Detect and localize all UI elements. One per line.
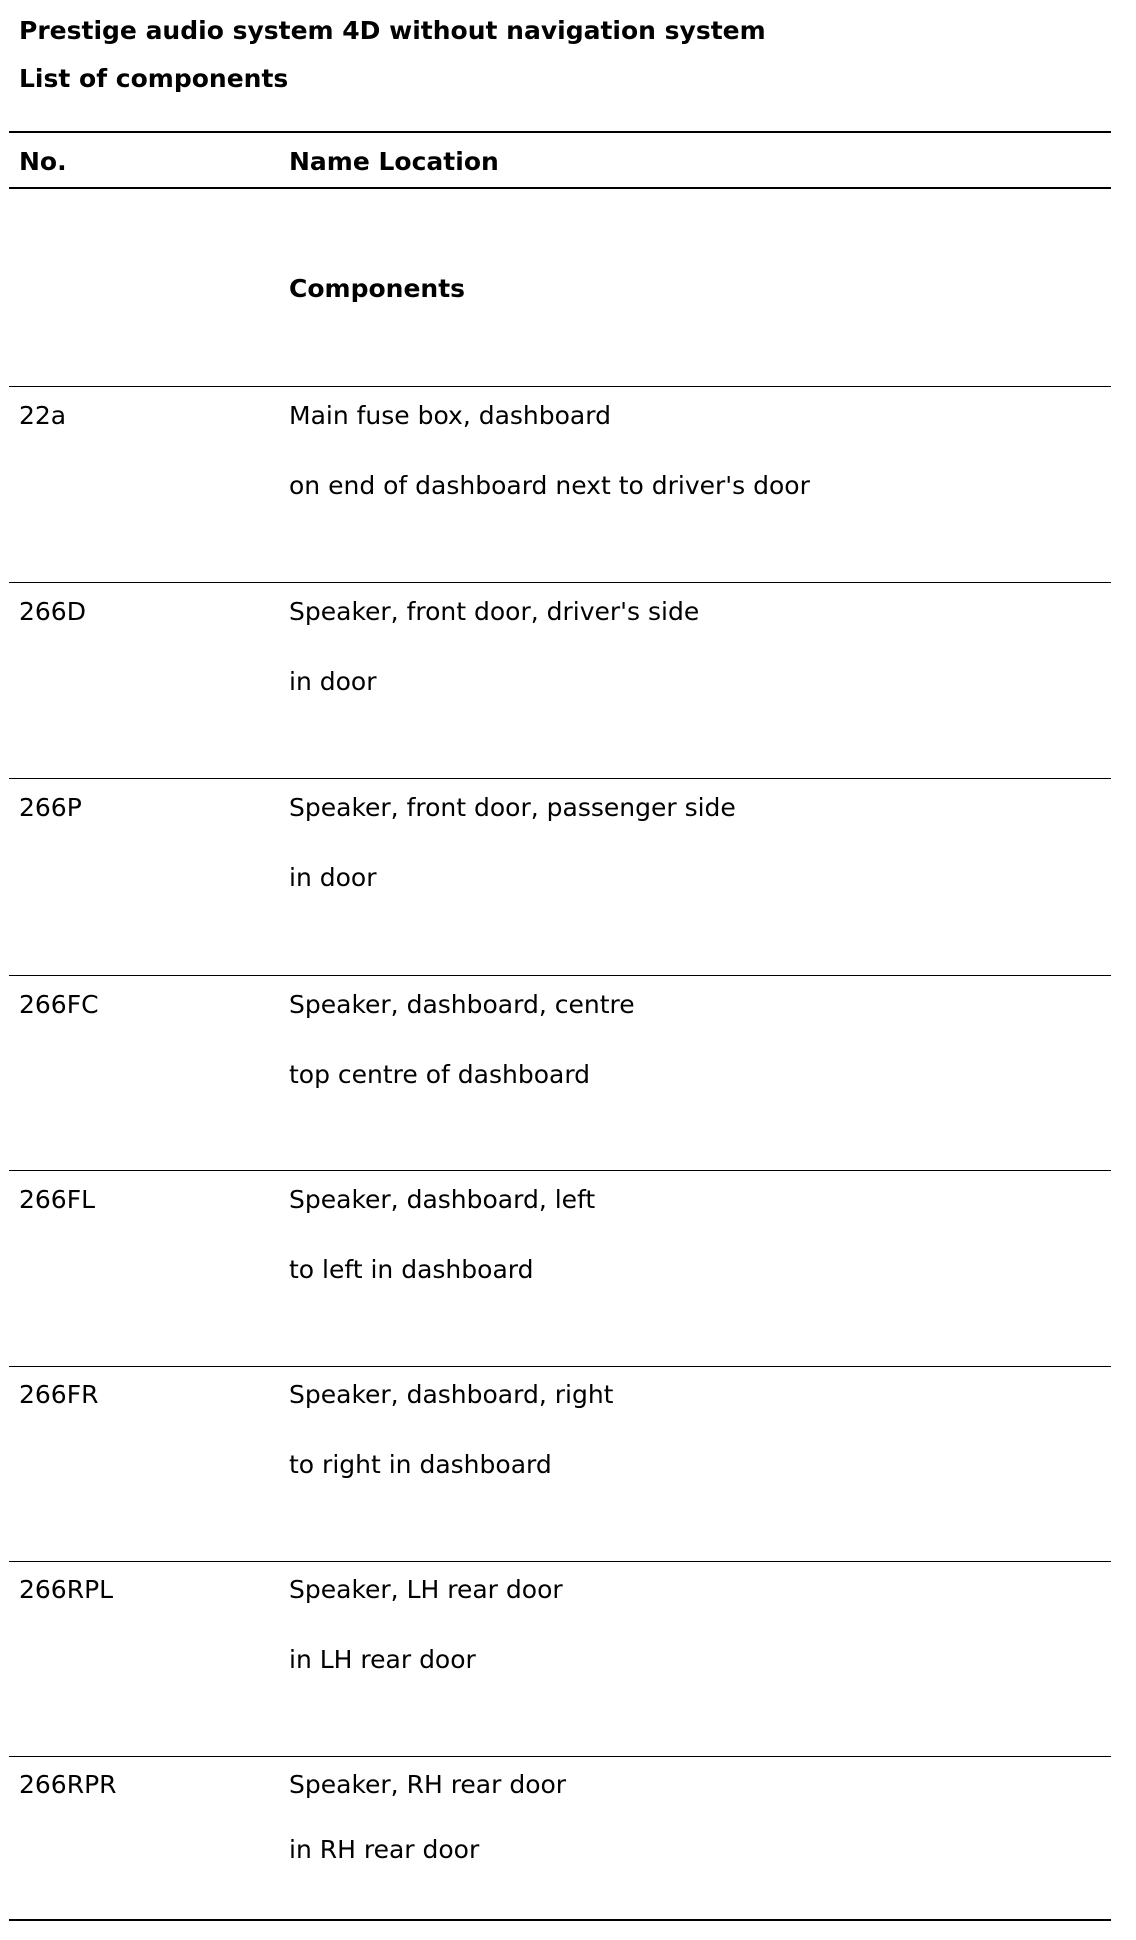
component-number: 266FC (19, 990, 99, 1019)
component-location: in LH rear door (289, 1645, 476, 1674)
column-header-no: No. (19, 147, 67, 176)
row-separator (9, 1561, 1111, 1562)
component-name: Main fuse box, dashboard (289, 401, 611, 430)
row-separator (9, 778, 1111, 779)
document-subtitle: List of components (19, 64, 289, 93)
component-name: Speaker, front door, driver's side (289, 597, 700, 626)
table-bottom-rule (9, 1919, 1111, 1921)
row-separator (9, 386, 1111, 387)
row-separator (9, 582, 1111, 583)
component-location: in door (289, 863, 377, 892)
component-location: in RH rear door (289, 1835, 480, 1864)
component-number: 266P (19, 793, 82, 822)
component-name: Speaker, dashboard, left (289, 1185, 596, 1214)
component-location: to left in dashboard (289, 1255, 534, 1284)
component-number: 266D (19, 597, 86, 626)
component-name: Speaker, RH rear door (289, 1770, 567, 1799)
row-separator (9, 1170, 1111, 1171)
row-separator (9, 1366, 1111, 1367)
row-separator (9, 1756, 1111, 1757)
document-title: Prestige audio system 4D without navigation system (19, 16, 766, 45)
header-bottom-rule (9, 187, 1111, 189)
component-name: Speaker, dashboard, right (289, 1380, 614, 1409)
component-location: to right in dashboard (289, 1450, 552, 1479)
table-top-rule (9, 131, 1111, 133)
component-number: 266FL (19, 1185, 96, 1214)
component-location: in door (289, 667, 377, 696)
component-number: 266RPL (19, 1575, 114, 1604)
component-number: 266FR (19, 1380, 99, 1409)
component-name: Speaker, LH rear door (289, 1575, 563, 1604)
component-number: 22a (19, 401, 67, 430)
component-name: Speaker, dashboard, centre (289, 990, 635, 1019)
component-number: 266RPR (19, 1770, 117, 1799)
component-location: top centre of dashboard (289, 1060, 591, 1089)
component-name: Speaker, front door, passenger side (289, 793, 736, 822)
component-location: on end of dashboard next to driver's door (289, 471, 810, 500)
row-separator (9, 975, 1111, 976)
section-heading: Components (289, 274, 466, 303)
column-header-name-location: Name Location (289, 147, 499, 176)
